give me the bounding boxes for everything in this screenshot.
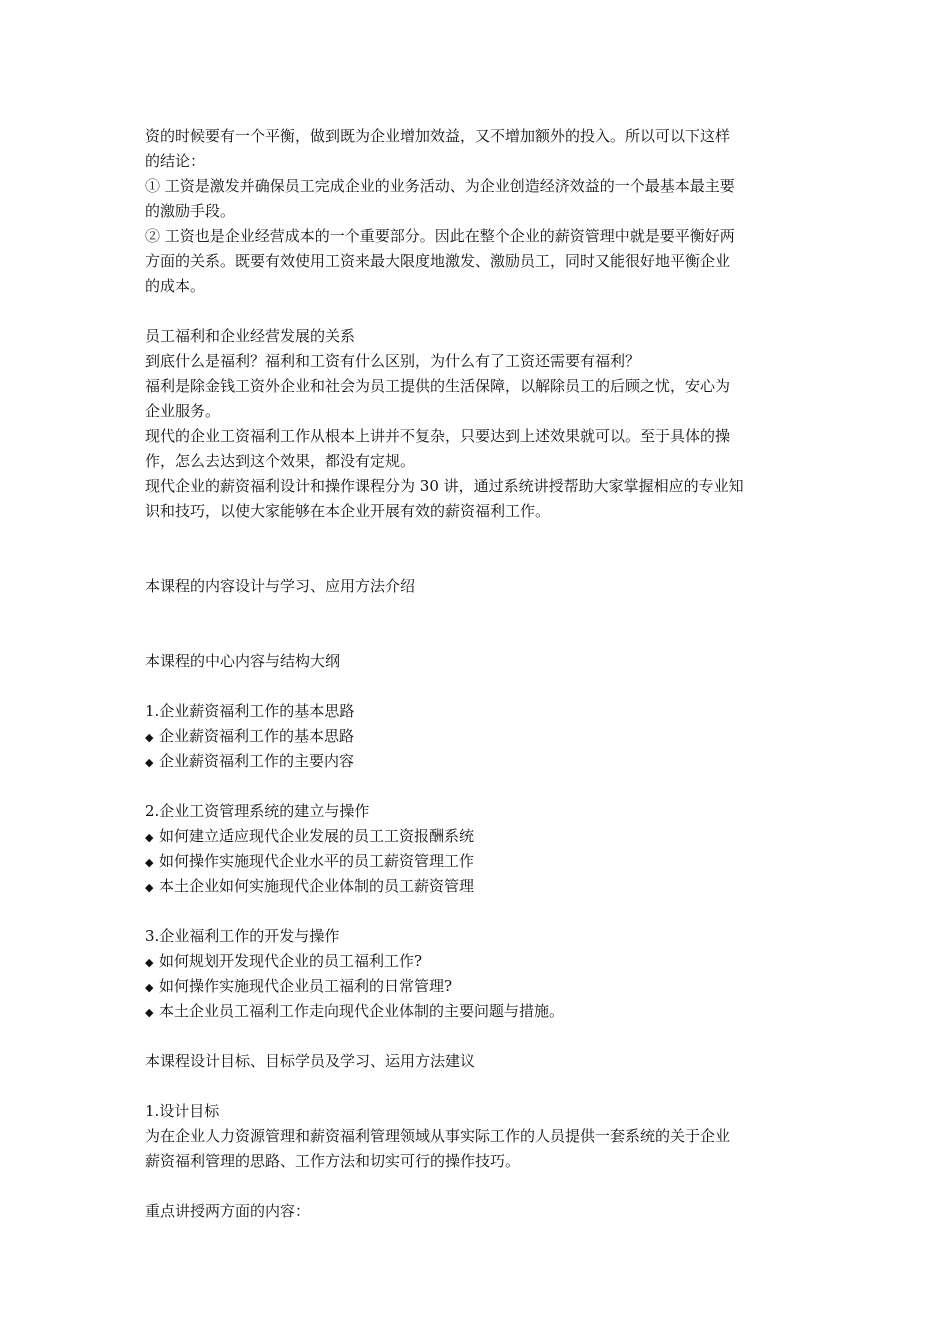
bullet-icon: ◆ xyxy=(145,956,154,969)
outline-title: 本课程的中心内容与结构大纲 xyxy=(145,652,341,670)
text-line: ① 工资是激发并确保员工完成企业的业务活动、为企业创造经济效益的一个最基本最主要 xyxy=(145,177,735,195)
text-line: 的结论： xyxy=(145,152,206,170)
text-line: 的成本。 xyxy=(145,277,206,295)
section-heading: 1.企业薪资福利工作的基本思路 xyxy=(145,702,355,720)
bullet-item xyxy=(145,824,810,849)
document-page xyxy=(145,124,810,1224)
bullet-text: 如何操作实施现代企业员工福利的日常管理? xyxy=(159,977,453,995)
bullet-item xyxy=(145,999,810,1024)
bullet-item xyxy=(145,974,810,999)
text-line: 到底什么是福利？福利和工资有什么区别，为什么有了工资还需要有福利？ xyxy=(145,352,641,370)
section-heading: 3.企业福利工作的开发与操作 xyxy=(145,927,340,945)
bullet-item xyxy=(145,949,810,974)
bullet-icon: ◆ xyxy=(145,981,154,994)
text-line: 的激励手段。 xyxy=(145,202,236,220)
bullet-text: 企业薪资福利工作的基本思路 xyxy=(159,727,355,745)
goals-title: 本课程设计目标、目标学员及学习、运用方法建议 xyxy=(145,1052,476,1070)
text-line: 作，怎么去达到这个效果，都没有定规。 xyxy=(145,452,416,470)
bullet-icon: ◆ xyxy=(145,1006,154,1019)
bullet-item xyxy=(145,849,810,874)
course-intro-heading: 本课程的内容设计与学习、应用方法介绍 xyxy=(145,577,416,595)
bullet-icon: ◆ xyxy=(145,731,154,744)
design-goal-section xyxy=(145,1099,810,1174)
text-line: 为在企业人力资源管理和薪资福利管理领域从事实际工作的人员提供一套系统的关于企业 xyxy=(145,1127,731,1145)
section-heading: 2.企业工资管理系统的建立与操作 xyxy=(145,802,370,820)
bullet-icon: ◆ xyxy=(145,881,154,894)
bullet-icon: ◆ xyxy=(145,856,154,869)
bullet-icon: ◆ xyxy=(145,831,154,844)
bullet-text: 如何操作实施现代企业水平的员工薪资管理工作 xyxy=(159,852,475,870)
bullet-item xyxy=(145,749,810,774)
bullet-text: 本土企业如何实施现代企业体制的员工薪资管理 xyxy=(159,877,475,895)
text-line: 识和技巧，以使大家能够在本企业开展有效的薪资福利工作。 xyxy=(145,502,551,520)
intro-paragraph xyxy=(145,124,810,299)
text-line: 企业服务。 xyxy=(145,402,221,420)
bullet-text: 如何规划开发现代企业的员工福利工作? xyxy=(159,952,423,970)
bullet-text: 如何建立适应现代企业发展的员工工资报酬系统 xyxy=(159,827,475,845)
text-line: ② 工资也是企业经营成本的一个重要部分。因此在整个企业的薪资管理中就是要平衡好两 xyxy=(145,227,735,245)
section-heading: 1.设计目标 xyxy=(145,1102,220,1120)
text-line: 现代的企业工资福利工作从根本上讲并不复杂，只要达到上述效果就可以。至于具体的操 xyxy=(145,427,731,445)
bullet-item xyxy=(145,874,810,899)
welfare-heading: 员工福利和企业经营发展的关系 xyxy=(145,327,356,345)
welfare-paragraph xyxy=(145,324,810,524)
bullet-item xyxy=(145,724,810,749)
bullet-icon: ◆ xyxy=(145,756,154,769)
text-line: 福利是除金钱工资外企业和社会为员工提供的生活保障，以解除员工的后顾之忧，安心为 xyxy=(145,377,731,395)
key-points-line: 重点讲授两方面的内容： xyxy=(145,1202,311,1220)
text-line: 薪资福利管理的思路、工作方法和切实可行的操作技巧。 xyxy=(145,1152,521,1170)
bullet-text: 本土企业员工福利工作走向现代企业体制的主要问题与措施。 xyxy=(159,1002,565,1020)
outline-section-2 xyxy=(145,799,810,899)
bullet-text: 企业薪资福利工作的主要内容 xyxy=(159,752,355,770)
outline-section-1 xyxy=(145,699,810,774)
text-line: 资的时候要有一个平衡，做到既为企业增加效益，又不增加额外的投入。所以可以下这样 xyxy=(145,127,731,145)
text-line: 现代企业的薪资福利设计和操作课程分为 30 讲，通过系统讲授帮助大家掌握相应的专业知 xyxy=(145,477,744,495)
outline-section-3 xyxy=(145,924,810,1024)
text-line: 方面的关系。既要有效使用工资来最大限度地激发、激励员工，同时又能很好地平衡企业 xyxy=(145,252,731,270)
